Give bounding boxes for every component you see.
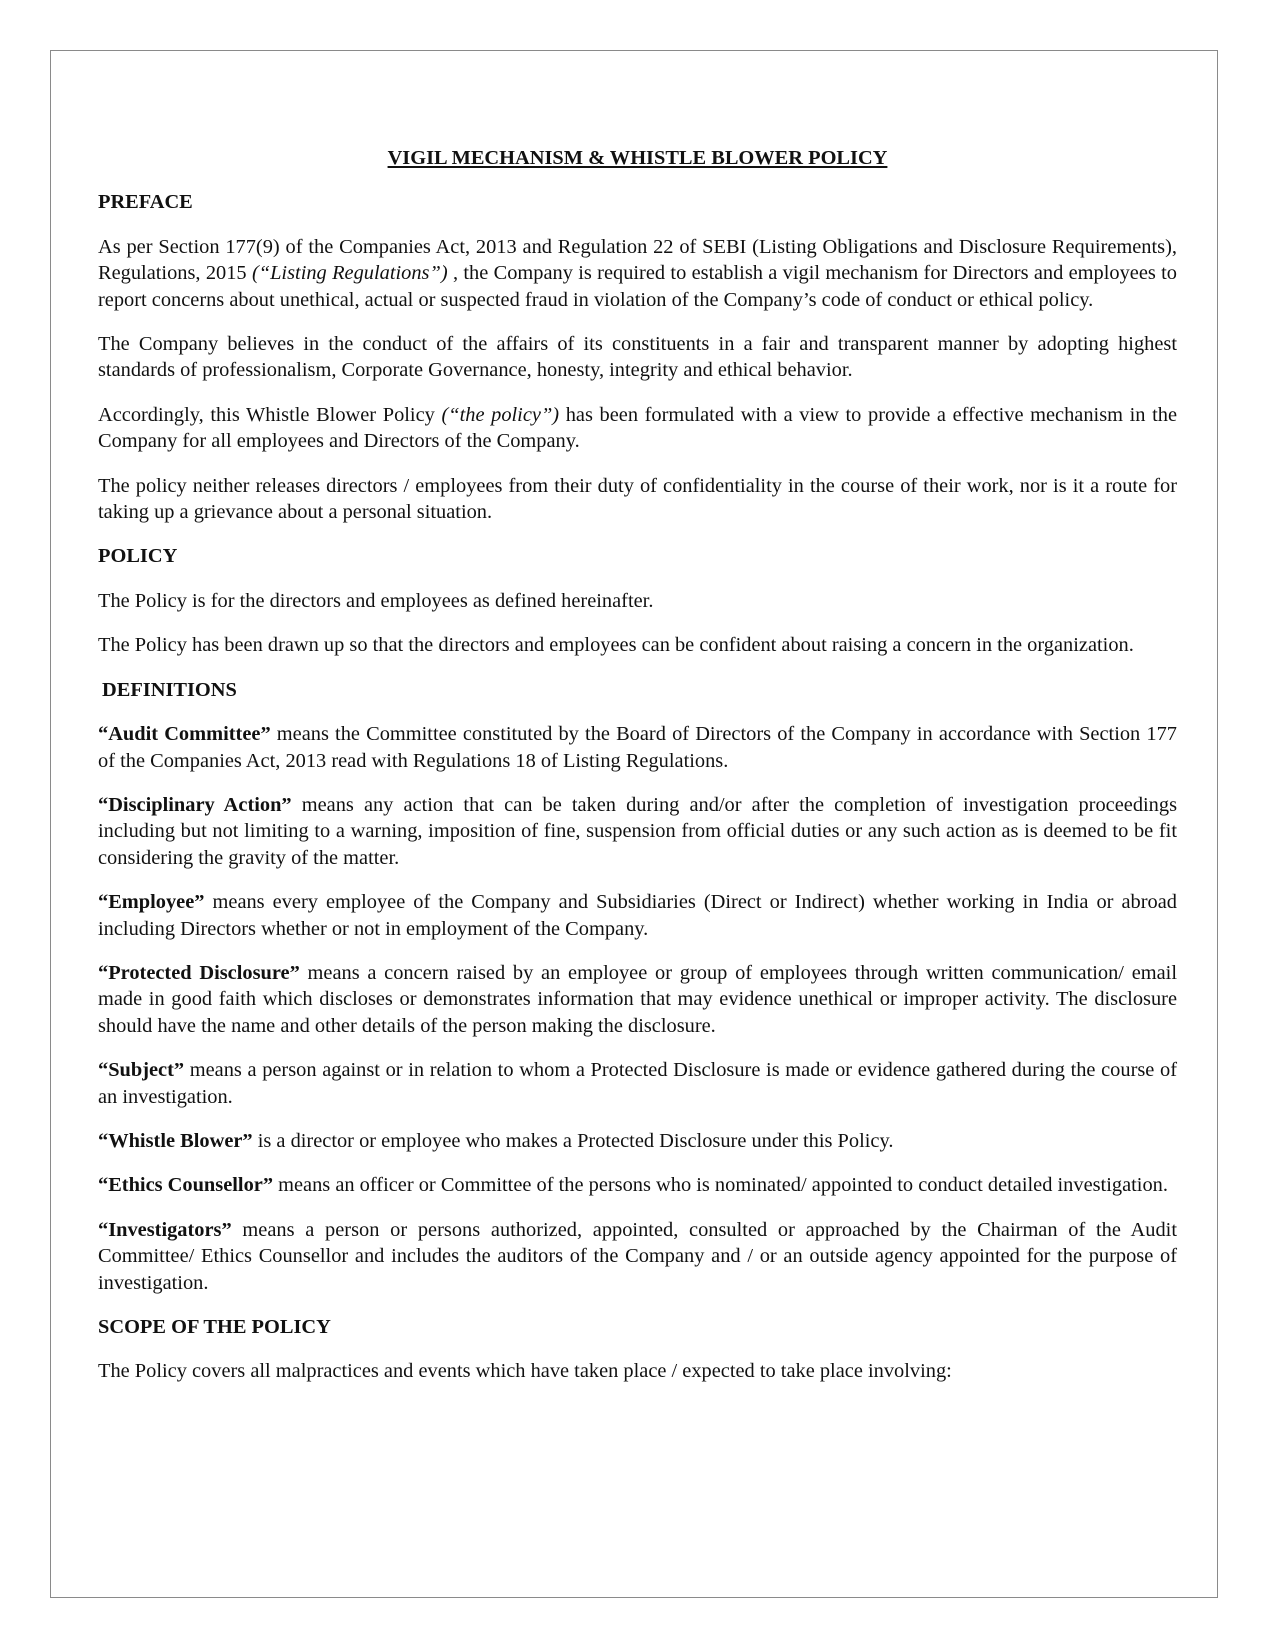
policy-paragraph-1: The Policy is for the directors and employees as defined hereinafter. [98, 589, 654, 612]
definitions-heading: DEFINITIONS [102, 678, 237, 701]
definition-term: “Employee” [98, 891, 205, 914]
definition-protected-disclosure [98, 960, 1177, 1039]
scope-heading: SCOPE OF THE POLICY [98, 1316, 331, 1338]
definition-text: is a director or employee who makes a Protected Disclosure under this Policy. [252, 1129, 894, 1152]
preface-p3-text-b: has been formulated with a view to provide a effective mechanism in the Company for all employees and Directors of the Company. [98, 403, 1178, 453]
preface-p1-text-a: As per Section 177(9) of the Companies Act, 2013 and Regulation 22 of SEBI (Listing Obligations and Disclosure Requirements), Regulations, 2015 [98, 235, 1177, 285]
policy-paragraph-2: The Policy has been drawn up so that the directors and employees can be confident about raising a concern in the organization. [98, 634, 1134, 657]
definition-term: “Ethics Counsellor” [98, 1174, 274, 1197]
definition-audit-committee [98, 721, 1177, 774]
definition-text: means every employee of the Company and Subsidiaries (Direct or Indirect) whether working in India or abroad including Directors whether or not in employment of the Company. [98, 891, 1177, 940]
preface-paragraph-1 [98, 234, 1177, 313]
policy-heading: POLICY [98, 545, 178, 568]
preface-heading: PREFACE [98, 191, 193, 214]
definition-text: means the Committee constituted by the Board of Directors of the Company in accordance with Section 177 of the Companies Act, 2013 read with Regulations 18 of Listing Regulations. [98, 723, 1177, 772]
definition-text: means a person against or in relation to whom a Protected Disclosure is made or evidence gathered during the course of an investigation. [98, 1059, 1177, 1108]
definition-term: “Disciplinary Action” [98, 793, 292, 816]
definition-text: means a concern raised by an employee or group of employees through written communication/ email made in good faith which discloses or demonstrates information that may evidence unethical or improper activity. The disclosure should have the name and other details of the person making the disclosure. [98, 961, 1178, 1037]
definition-term: “Investigators” [98, 1218, 232, 1241]
definition-subject [98, 1057, 1177, 1110]
document-title: VIGIL MECHANISM & WHISTLE BLOWER POLICY [387, 147, 888, 169]
scope-paragraph-1: The Policy covers all malpractices and events which have taken place / expected to take place involving: [98, 1360, 952, 1383]
definition-investigators [98, 1217, 1177, 1296]
definition-employee [98, 889, 1177, 942]
definition-term: “Whistle Blower” [98, 1129, 253, 1152]
definition-term: “Subject” [98, 1059, 185, 1082]
document-body [98, 145, 1177, 1403]
definition-term: “Protected Disclosure” [98, 961, 300, 984]
preface-p1-text-b: , the Company is required to establish a vigil mechanism for Directors and employees to report concerns about unethical, actual or suspected fraud in violation of the Company’s code of conduct or ethical policy. [98, 262, 1177, 311]
preface-p3-text-a: Accordingly, this Whistle Blower Policy [98, 403, 442, 426]
preface-paragraph-4: The policy neither releases directors / employees from their duty of confidentiality in the course of their work, nor is it a route for taking up a grievance about a personal situation. [98, 474, 1177, 524]
definition-whistle-blower [98, 1128, 1177, 1154]
definition-text: means any action that can be taken during and/or after the completion of investigation proceedings including but not limiting to a warning, imposition of fine, suspension from official duties or any such action as is deemed to be fit considering the gravity of the matter. [98, 793, 1178, 869]
preface-p3-emphasis: (“the policy”) [441, 403, 560, 426]
definition-term: “Audit Committee” [98, 723, 271, 746]
definition-text: means an officer or Committee of the persons who is nominated/ appointed to conduct detailed investigation. [273, 1174, 1168, 1197]
preface-paragraph-2: The Company believes in the conduct of the affairs of its constituents in a fair and transparent manner by adopting highest standards of professionalism, Corporate Governance, honesty, integrity and ethical behavior. [98, 333, 1177, 382]
preface-p1-emphasis: (“Listing Regulations”) [251, 262, 448, 285]
definition-disciplinary-action [98, 792, 1177, 871]
definition-text: means a person or persons authorized, appointed, consulted or approached by the Chairman of the Audit Committee/ Ethics Counsellor and includes the auditors of the Company and / or an outside agency appointed for the purpose of investigation. [98, 1218, 1177, 1294]
definition-ethics-counsellor [98, 1172, 1177, 1198]
preface-paragraph-3 [98, 402, 1177, 455]
